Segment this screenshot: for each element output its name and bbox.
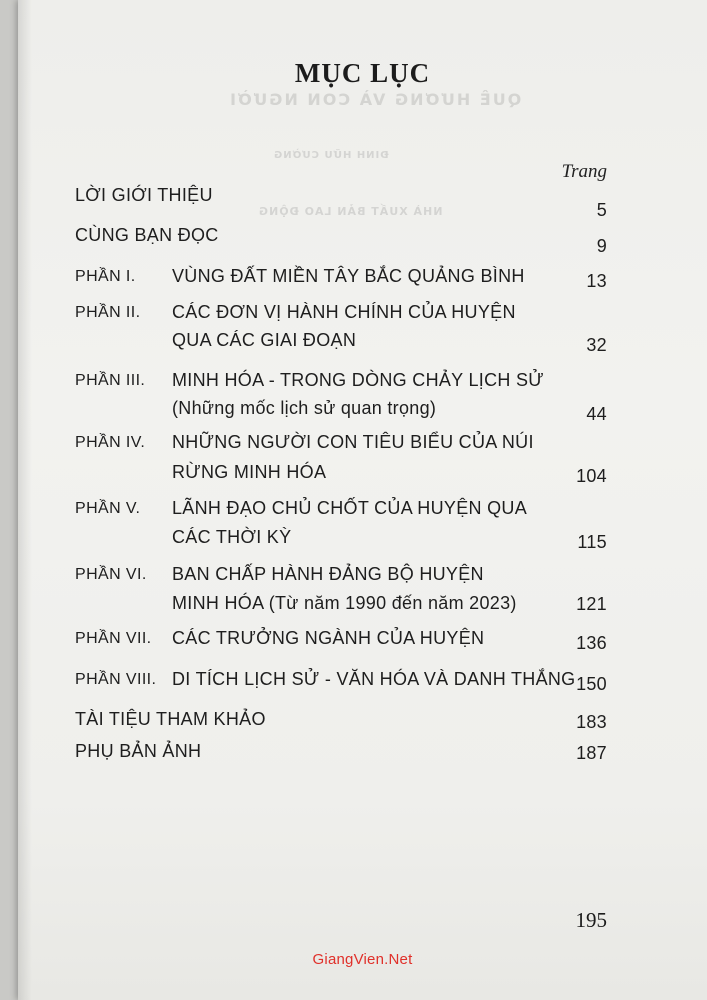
toc-entry-label: PHỤ BẢN ẢNH [75,741,202,761]
toc-entry-page: 9 [596,236,607,256]
page-title: MỤC LỤC [294,58,431,88]
toc-entry-page: 104 [576,466,607,486]
toc-part-label: PHẦN III. [75,372,146,389]
toc-entry-page: 32 [586,335,607,355]
show-through-text: ĐINH HỮU CƯỜNG [273,150,389,161]
toc-part-title: VÙNG ĐẤT MIỀN TÂY BẮC QUẢNG BÌNH [172,266,525,286]
toc-part-title: CÁC ĐƠN VỊ HÀNH CHÍNH CỦA HUYỆN [172,302,516,322]
toc-part-title: BAN CHẤP HÀNH ĐẢNG BỘ HUYỆN [172,564,484,584]
toc-entry-page: 187 [576,743,607,763]
watermark-text: GiangVien.Net [312,951,413,968]
toc-entry-page: 150 [576,674,607,694]
show-through-text: NHÀ XUẤT BẢN LAO ĐỘNG [258,205,443,218]
toc-part-label: PHẦN VII. [75,630,152,647]
toc-part-title: LÃNH ĐẠO CHỦ CHỐT CỦA HUYỆN QUA [172,498,528,518]
toc-part-title: MINH HÓA - TRONG DÒNG CHẢY LỊCH SỬ [172,370,544,390]
toc-entry-label: LỜI GIỚI THIỆU [75,185,213,205]
toc-part-label: PHẦN VI. [75,566,147,583]
table-of-contents [18,0,707,1000]
toc-entry-page: 136 [576,633,607,653]
toc-part-label: PHẦN V. [75,500,141,517]
toc-part-label: PHẦN II. [75,304,141,321]
toc-entry-label: TÀI TIỆU THAM KHẢO [75,709,266,729]
toc-entry-label: CÙNG BẠN ĐỌC [75,225,219,245]
page-number: 195 [575,908,607,932]
show-through-text: QUÊ HƯƠNG VÀ CON NGƯỜI [228,90,522,109]
toc-entry-page: 121 [576,594,607,614]
toc-entry-page: 183 [576,712,607,732]
book-page [18,0,707,1000]
toc-part-title: RỪNG MINH HÓA [172,462,327,482]
toc-part-title: CÁC THỜI KỲ [172,527,292,547]
toc-entry-page: 13 [586,271,607,291]
toc-entry-page: 44 [586,404,607,424]
toc-part-label: PHẦN VIII. [75,671,157,688]
toc-part-label: PHẦN IV. [75,434,146,451]
toc-part-title: CÁC TRƯỞNG NGÀNH CỦA HUYỆN [172,628,485,648]
toc-part-label: PHẦN I. [75,268,136,285]
toc-entry-page: 115 [577,532,607,552]
toc-part-title: NHỮNG NGƯỜI CON TIÊU BIỂU CỦA NÚI [172,432,534,452]
toc-part-title: MINH HÓA (Từ năm 1990 đến năm 2023) [172,593,517,613]
toc-part-title: DI TÍCH LỊCH SỬ - VĂN HÓA VÀ DANH THẮNG [172,669,576,689]
toc-part-title: QUA CÁC GIAI ĐOẠN [172,330,357,350]
toc-part-title: (Những mốc lịch sử quan trọng) [172,398,437,418]
toc-entry-page: 5 [596,200,607,220]
page-column-header: Trang [561,161,607,182]
